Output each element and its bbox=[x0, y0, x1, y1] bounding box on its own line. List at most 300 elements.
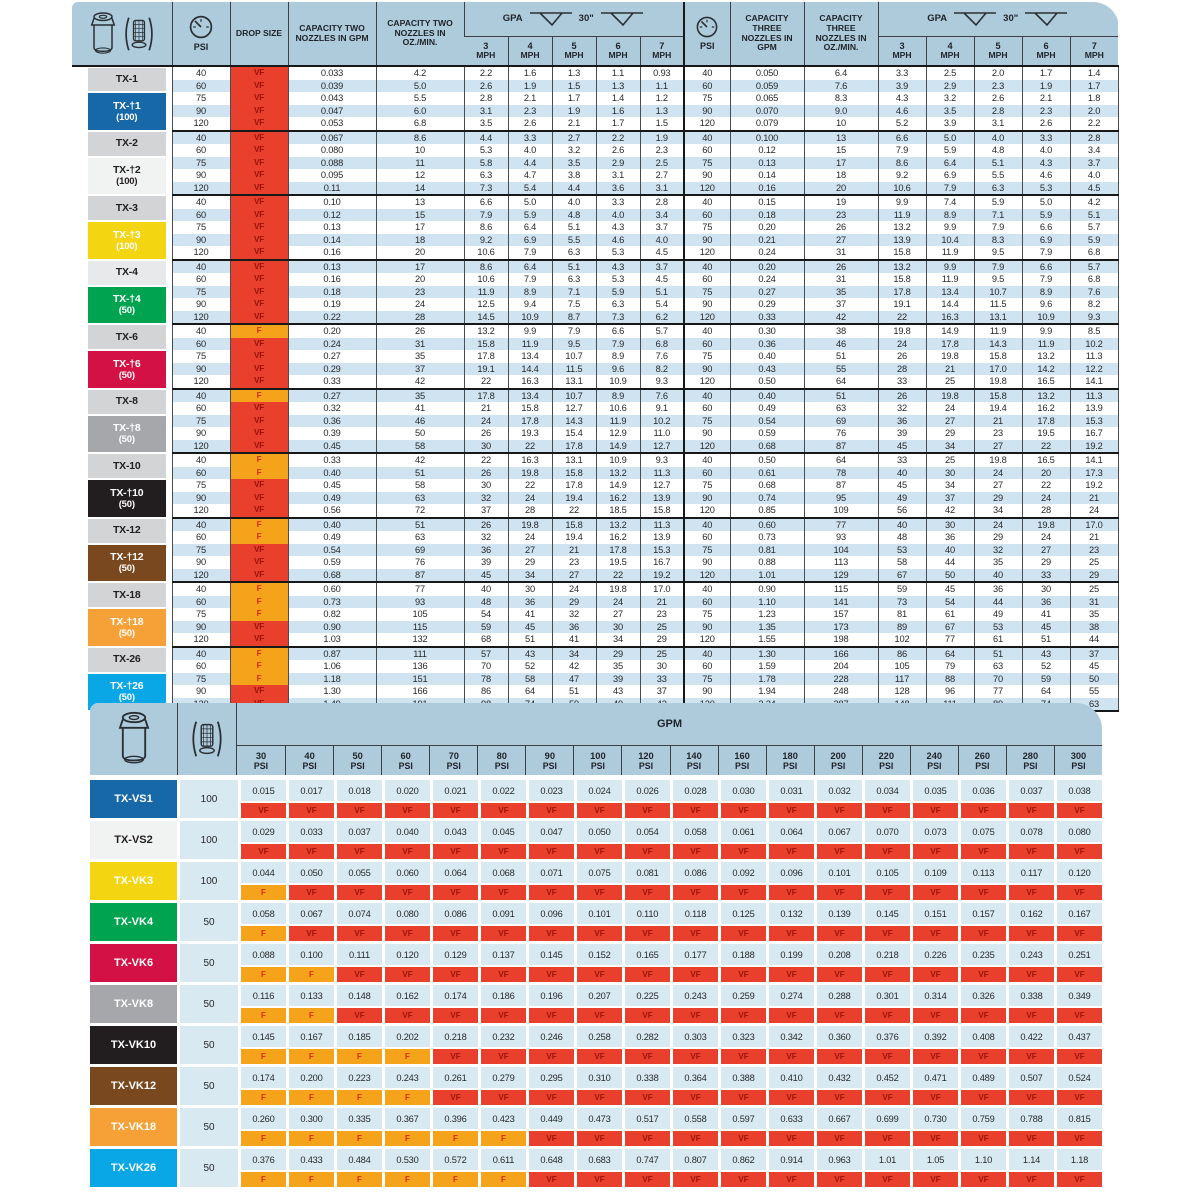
oz-two-cell: 23 bbox=[376, 286, 464, 299]
nozzle-row bbox=[90, 780, 1102, 818]
drop-size-cell: F bbox=[241, 967, 286, 982]
drop-size-cell: VF bbox=[230, 286, 288, 299]
gpa-two-cell: 19.4 bbox=[552, 492, 596, 505]
data-row bbox=[72, 492, 1118, 505]
drop-size-cell: VF bbox=[817, 844, 862, 859]
gpa-three-cell: 49 bbox=[974, 608, 1022, 621]
gpa-two-cell: 15.3 bbox=[640, 544, 684, 557]
psi-value: 80 bbox=[496, 750, 507, 761]
drop-size-cell: VF bbox=[577, 844, 622, 859]
drop-size-cell: VF bbox=[625, 844, 670, 859]
data-column bbox=[817, 903, 862, 941]
data-row bbox=[72, 518, 1118, 532]
drop-size-cell: VF bbox=[230, 363, 288, 376]
gpa-two-cell: 8.9 bbox=[508, 286, 552, 299]
gpa-three-cell: 28 bbox=[1022, 504, 1070, 518]
data-row bbox=[72, 246, 1118, 260]
spray-triangle-icon bbox=[528, 11, 574, 27]
psi-label: PSI bbox=[193, 42, 209, 53]
gpa-three-cell: 9.3 bbox=[1070, 311, 1118, 325]
gpa-two-cell: 2.8 bbox=[640, 195, 684, 209]
gpa-three-cell: 42 bbox=[926, 504, 974, 518]
gpa-two-cell: 12.7 bbox=[552, 402, 596, 415]
gpa-two-cell: 17.8 bbox=[596, 544, 640, 557]
gpa-two-cell: 9.9 bbox=[508, 324, 552, 338]
psi-column-header bbox=[172, 2, 230, 66]
gpm-value-cell: 0.096 bbox=[529, 903, 574, 924]
gpa-two-cell: 8.6 bbox=[464, 260, 508, 274]
psi-cell: 40 bbox=[684, 324, 730, 338]
gpm-value-cell: 0.029 bbox=[241, 821, 286, 842]
drop-size-cell: VF bbox=[230, 260, 288, 274]
nozzle-subname-text: TX-†6 bbox=[112, 357, 141, 370]
gpm-value-cell: 0.162 bbox=[1009, 903, 1054, 924]
gpm-three-cell: 1.55 bbox=[730, 633, 804, 647]
gpa-three-cell: 31 bbox=[1070, 596, 1118, 609]
gpa-three-cell: 34 bbox=[974, 504, 1022, 518]
drop-size-cell: F bbox=[230, 324, 288, 338]
gpm-value-cell: 0.530 bbox=[385, 1149, 430, 1170]
psi-cell: 120 bbox=[684, 440, 730, 454]
psi-cell: 60 bbox=[172, 209, 230, 222]
data-column bbox=[1057, 1067, 1102, 1105]
oz-two-cell: 26 bbox=[376, 324, 464, 338]
gpm-two-cell: 0.039 bbox=[288, 80, 376, 93]
psi-cell: 40 bbox=[684, 195, 730, 209]
data-row bbox=[72, 117, 1118, 131]
drop-size-cell: VF bbox=[817, 803, 862, 818]
drop-size-cell: VF bbox=[961, 1131, 1006, 1146]
drop-size-cell: F bbox=[289, 1172, 334, 1187]
gpa-three-cell: 27 bbox=[1022, 544, 1070, 557]
gpa-three-cell: 7.9 bbox=[1022, 246, 1070, 260]
psi-cell: 120 bbox=[684, 246, 730, 260]
data-row bbox=[72, 157, 1118, 170]
oz-three-cell: 9.0 bbox=[804, 105, 878, 118]
gpa-two-cell: 7.3 bbox=[596, 311, 640, 325]
gpm-three-cell: 0.050 bbox=[730, 66, 804, 80]
gpa-two-cell: 43 bbox=[508, 647, 552, 661]
mph-header-cell bbox=[640, 37, 684, 67]
gpa-two-cell: 4.4 bbox=[508, 157, 552, 170]
data-column bbox=[721, 903, 766, 941]
data-row bbox=[72, 80, 1118, 93]
gpa-two-cell: 4.3 bbox=[596, 260, 640, 274]
gpm-two-cell: 0.14 bbox=[288, 234, 376, 247]
top-table-body bbox=[72, 66, 1118, 711]
oz-two-cell: 5.0 bbox=[376, 80, 464, 93]
gpa-two-cell: 1.1 bbox=[596, 66, 640, 80]
drop-size-cell: VF bbox=[913, 803, 958, 818]
gpa-two-cell: 7.9 bbox=[552, 324, 596, 338]
nozzle-subname-text: TX-†8 bbox=[112, 422, 141, 435]
gpa-three-cell: 11.5 bbox=[974, 298, 1022, 311]
drop-size-cell: VF bbox=[230, 157, 288, 170]
oz-two-cell: 51 bbox=[376, 518, 464, 532]
data-column bbox=[961, 985, 1006, 1023]
gpa-two-cell: 7.6 bbox=[640, 350, 684, 363]
data-column bbox=[385, 985, 430, 1023]
gpm-two-cell: 0.36 bbox=[288, 415, 376, 428]
psi-cell: 75 bbox=[172, 221, 230, 234]
gpa-three-cell: 28 bbox=[878, 363, 926, 376]
gpa-three-cell: 34 bbox=[926, 479, 974, 492]
drop-size-cell: VF bbox=[865, 885, 910, 900]
drop-size-cell: VF bbox=[481, 1008, 526, 1023]
oz-two-cell: 6.8 bbox=[376, 117, 464, 131]
gpm-value-cell: 0.151 bbox=[913, 903, 958, 924]
gpm-three-cell: 1.30 bbox=[730, 647, 804, 661]
gpm-two-cell: 0.68 bbox=[288, 569, 376, 583]
gpa-three-cell: 9.9 bbox=[926, 221, 974, 234]
gpm-three-cell: 0.13 bbox=[730, 157, 804, 170]
gpa-two-cell: 5.3 bbox=[596, 273, 640, 286]
gpm-two-cell: 1.30 bbox=[288, 685, 376, 698]
gpa-three-cell: 3.9 bbox=[926, 117, 974, 131]
psi-cell: 60 bbox=[172, 467, 230, 480]
gpa-two-cell: 17.8 bbox=[552, 440, 596, 454]
psi-cell: 90 bbox=[684, 169, 730, 182]
gpa-three-cell: 10.4 bbox=[926, 234, 974, 247]
data-column bbox=[865, 944, 910, 982]
mph-unit: MPH bbox=[564, 50, 584, 61]
gpa-two-cell: 15.8 bbox=[552, 518, 596, 532]
gpm-two-cell: 0.59 bbox=[288, 556, 376, 569]
gpm-value-cell: 0.235 bbox=[961, 944, 1006, 965]
gpm-value-cell: 0.035 bbox=[913, 780, 958, 801]
gpa-two-cell: 5.9 bbox=[596, 286, 640, 299]
data-column bbox=[385, 1108, 430, 1146]
data-row bbox=[72, 311, 1118, 325]
oz-two-cell: 37 bbox=[376, 363, 464, 376]
data-column bbox=[385, 780, 430, 818]
data-column bbox=[481, 903, 526, 941]
gpa-two-cell: 25 bbox=[640, 621, 684, 634]
drop-size-cell: VF bbox=[1009, 1008, 1054, 1023]
gpm-value-cell: 0.067 bbox=[817, 821, 862, 842]
gpa-three-cell: 17.8 bbox=[878, 286, 926, 299]
drop-size-cell: VF bbox=[1009, 1049, 1054, 1064]
drop-size-cell: VF bbox=[230, 131, 288, 145]
psi-rating-cell: 100 bbox=[180, 862, 238, 900]
data-row bbox=[72, 633, 1118, 647]
drop-size-cell: VF bbox=[625, 885, 670, 900]
data-column bbox=[721, 1149, 766, 1187]
drop-size-cell: VF bbox=[769, 844, 814, 859]
gpm-three-cell: 0.59 bbox=[730, 427, 804, 440]
gpa-three-cell: 13.1 bbox=[974, 311, 1022, 325]
gpa-two-cell: 29 bbox=[552, 596, 596, 609]
data-column bbox=[433, 1026, 478, 1064]
oz-three-cell: 51 bbox=[804, 389, 878, 403]
psi-unit: PSI bbox=[1023, 760, 1038, 771]
gpm-value-cell: 1.01 bbox=[865, 1149, 910, 1170]
drop-size-cell: VF bbox=[817, 1131, 862, 1146]
gpa-two-cell: 7.9 bbox=[508, 273, 552, 286]
oz-two-cell: 115 bbox=[376, 621, 464, 634]
gpm-value-cell: 0.452 bbox=[865, 1067, 910, 1088]
gpm-value-cell: 0.101 bbox=[817, 862, 862, 883]
drop-size-cell: VF bbox=[913, 926, 958, 941]
gpa-two-cell: 19.8 bbox=[596, 582, 640, 596]
gpa-three-cell: 19.4 bbox=[974, 402, 1022, 415]
psi-unit: PSI bbox=[638, 760, 654, 771]
psi-cell: 40 bbox=[172, 582, 230, 596]
gpm-three-cell: 0.18 bbox=[730, 209, 804, 222]
data-column bbox=[769, 1026, 814, 1064]
data-column bbox=[289, 821, 334, 859]
gpa-three-cell: 39 bbox=[878, 427, 926, 440]
gpa-three-cell: 9.9 bbox=[1022, 324, 1070, 338]
nozzle-quantity: (50) bbox=[118, 498, 135, 510]
gpm-three-cell: 0.14 bbox=[730, 169, 804, 182]
gpm-psi-panel bbox=[90, 703, 1102, 1187]
gpa-three-cell: 128 bbox=[878, 685, 926, 698]
gpa-three-cell: 36 bbox=[878, 415, 926, 428]
psi-value: 280 bbox=[1022, 750, 1039, 761]
data-column bbox=[817, 985, 862, 1023]
gpa-two-cell: 34 bbox=[552, 647, 596, 661]
gpa-two-cell: 22 bbox=[508, 479, 552, 492]
mph-unit: MPH bbox=[520, 50, 540, 61]
psi-rating-cell: 100 bbox=[180, 821, 238, 859]
drop-size-cell: VF bbox=[481, 1090, 526, 1105]
psi-column-header bbox=[862, 746, 910, 775]
data-row bbox=[72, 440, 1118, 454]
nozzle-subname-text: TX-†3 bbox=[112, 228, 141, 241]
gpm-value-cell: 0.484 bbox=[337, 1149, 382, 1170]
oz-three-cell: 8.3 bbox=[804, 92, 878, 105]
drop-size-cell: VF bbox=[433, 1090, 478, 1105]
data-column bbox=[721, 1067, 766, 1105]
oz-two-cell: 5.5 bbox=[376, 92, 464, 105]
oz-two-cell: 151 bbox=[376, 673, 464, 686]
data-column bbox=[433, 1067, 478, 1105]
data-row bbox=[72, 131, 1118, 145]
gpa-two-cell: 6.4 bbox=[508, 260, 552, 274]
gpa-three-cell: 2.1 bbox=[1022, 92, 1070, 105]
data-row bbox=[72, 298, 1118, 311]
gpa-two-cell: 4.8 bbox=[552, 209, 596, 222]
gpa-two-cell: 22 bbox=[552, 504, 596, 518]
gpa-two-cell: 32 bbox=[552, 608, 596, 621]
mph-header-cell bbox=[1070, 37, 1118, 67]
data-column bbox=[1057, 944, 1102, 982]
gpm-value-cell: 0.261 bbox=[433, 1067, 478, 1088]
data-column bbox=[433, 1108, 478, 1146]
gpa-three-cell: 9.9 bbox=[878, 195, 926, 209]
gpm-value-cell: 0.047 bbox=[529, 821, 574, 842]
data-column bbox=[961, 862, 1006, 900]
data-column bbox=[625, 985, 670, 1023]
psi-unit: PSI bbox=[734, 760, 750, 771]
psi-unit: PSI bbox=[542, 760, 557, 771]
gpm-value-cell: 0.040 bbox=[385, 821, 430, 842]
drop-size-cell: F bbox=[337, 1090, 382, 1105]
gpm-value-cell: 0.396 bbox=[433, 1108, 478, 1129]
psi-column-header bbox=[958, 746, 1006, 775]
strainer-icon bbox=[122, 14, 156, 54]
gpm-value-cell: 0.223 bbox=[337, 1067, 382, 1088]
data-column bbox=[673, 1067, 718, 1105]
data-column bbox=[289, 1149, 334, 1187]
gpa-three-cell: 45 bbox=[1070, 660, 1118, 673]
drop-size-cell: VF bbox=[865, 967, 910, 982]
data-column bbox=[241, 1149, 286, 1187]
drop-size-cell: VF bbox=[913, 844, 958, 859]
gpm-value-cell: 0.105 bbox=[865, 862, 910, 883]
oz-two-cell: 41 bbox=[376, 402, 464, 415]
gpm-value-cell: 0.129 bbox=[433, 944, 478, 965]
gpa-two-cell: 14.5 bbox=[464, 311, 508, 325]
gpa-two-cell: 58 bbox=[508, 673, 552, 686]
gpm-two-cell: 0.19 bbox=[288, 298, 376, 311]
gpa-two-cell: 13.1 bbox=[552, 375, 596, 389]
data-row bbox=[72, 582, 1118, 596]
psi-cell: 40 bbox=[172, 195, 230, 209]
psi-value: 260 bbox=[974, 750, 991, 761]
mph-value: 6 bbox=[1043, 41, 1049, 52]
gpm-value-cell: 0.100 bbox=[289, 944, 334, 965]
gpm-value-cell: 0.033 bbox=[289, 821, 334, 842]
gpa-two-cell: 2.6 bbox=[508, 117, 552, 131]
nozzle-icons-header bbox=[72, 2, 172, 66]
psi-cell: 60 bbox=[172, 402, 230, 415]
gpm-value-cell: 0.338 bbox=[1009, 985, 1054, 1006]
psi-unit: PSI bbox=[927, 760, 942, 771]
gpm-two-cell: 0.56 bbox=[288, 504, 376, 518]
psi-cell: 90 bbox=[172, 556, 230, 569]
drop-size-cell: VF bbox=[721, 967, 766, 982]
gpa-three-cell: 19.8 bbox=[974, 375, 1022, 389]
data-column bbox=[865, 1149, 910, 1187]
gpa-band-three bbox=[878, 2, 1118, 37]
drop-size-cell: VF bbox=[961, 885, 1006, 900]
gpm-value-cell: 0.110 bbox=[625, 903, 670, 924]
data-row bbox=[72, 402, 1118, 415]
drop-size-cell: VF bbox=[230, 633, 288, 647]
gpm-three-cell: 0.68 bbox=[730, 479, 804, 492]
psi-cell: 60 bbox=[172, 338, 230, 351]
gpa-two-cell: 2.5 bbox=[640, 157, 684, 170]
gpm-value-cell: 0.165 bbox=[625, 944, 670, 965]
psi-value: 40 bbox=[304, 750, 315, 761]
gpm-two-cell: 0.080 bbox=[288, 144, 376, 157]
gpa-two-cell: 4.6 bbox=[596, 234, 640, 247]
data-row bbox=[72, 92, 1118, 105]
gpa-two-cell: 21 bbox=[552, 544, 596, 557]
psi-rating-cell: 50 bbox=[180, 944, 238, 982]
drop-size-cell: VF bbox=[577, 1049, 622, 1064]
oz-three-cell: 204 bbox=[804, 660, 878, 673]
psi-cell: 75 bbox=[172, 479, 230, 492]
gpa-two-cell: 2.8 bbox=[464, 92, 508, 105]
oz-three-cell: 55 bbox=[804, 363, 878, 376]
psi-cell: 120 bbox=[684, 569, 730, 583]
gpa-two-cell: 7.3 bbox=[464, 182, 508, 196]
gpm-value-cell: 0.288 bbox=[817, 985, 862, 1006]
gpa-three-cell: 4.5 bbox=[1070, 182, 1118, 196]
gpa-two-cell: 2.3 bbox=[640, 144, 684, 157]
gpa-three-cell: 2.8 bbox=[974, 105, 1022, 118]
gpm-value-cell: 0.423 bbox=[481, 1108, 526, 1129]
nozzle-name: TX-26 bbox=[88, 648, 166, 672]
gpa-three-cell: 27 bbox=[974, 479, 1022, 492]
nozzle-subname bbox=[88, 93, 166, 130]
drop-size-cell: VF bbox=[961, 926, 1006, 941]
psi-column-header bbox=[910, 746, 958, 775]
pressure-gauge-icon bbox=[188, 14, 214, 40]
gpa-three-cell: 15.8 bbox=[878, 273, 926, 286]
gpa-three-cell: 7.1 bbox=[974, 209, 1022, 222]
gpm-value-cell: 0.034 bbox=[865, 780, 910, 801]
gpa-two-cell: 37 bbox=[464, 504, 508, 518]
gpm-two-cell: 0.82 bbox=[288, 608, 376, 621]
drop-size-cell: VF bbox=[529, 1090, 574, 1105]
gpa-two-cell: 6.3 bbox=[464, 169, 508, 182]
gpa-two-cell: 28 bbox=[508, 504, 552, 518]
gpm-value-cell: 0.167 bbox=[289, 1026, 334, 1047]
gpa-two-cell: 27 bbox=[508, 544, 552, 557]
psi-cell: 90 bbox=[172, 621, 230, 634]
gpa-three-cell: 50 bbox=[1070, 673, 1118, 686]
psi-cell: 75 bbox=[684, 221, 730, 234]
gpm-value-cell: 0.232 bbox=[481, 1026, 526, 1047]
drop-size-cell: F bbox=[241, 1008, 286, 1023]
gpa-two-cell: 22 bbox=[508, 440, 552, 454]
drop-size-cell: F bbox=[230, 467, 288, 480]
nozzle-subname bbox=[88, 545, 166, 582]
gpa-three-cell: 7.9 bbox=[926, 182, 974, 196]
drop-size-cell: VF bbox=[625, 1008, 670, 1023]
data-column bbox=[385, 903, 430, 941]
drop-size-cell: VF bbox=[230, 350, 288, 363]
drop-size-cell: VF bbox=[1057, 844, 1102, 859]
gpa-two-cell: 51 bbox=[552, 685, 596, 698]
drop-size-cell: F bbox=[385, 1049, 430, 1064]
drop-size-cell: VF bbox=[625, 1131, 670, 1146]
gpm-value-cell: 0.259 bbox=[721, 985, 766, 1006]
psi-cell: 90 bbox=[684, 427, 730, 440]
gpa-two-cell: 32 bbox=[464, 531, 508, 544]
data-column bbox=[721, 944, 766, 982]
data-row bbox=[72, 221, 1118, 234]
data-column bbox=[385, 821, 430, 859]
gpa-two-cell: 10.7 bbox=[552, 350, 596, 363]
gpa-two-cell: 14.9 bbox=[596, 440, 640, 454]
psi-cell: 40 bbox=[684, 582, 730, 596]
psi-rating-cell: 50 bbox=[180, 1026, 238, 1064]
data-column bbox=[817, 944, 862, 982]
gpm-three-cell: 0.36 bbox=[730, 338, 804, 351]
gpa-two-cell: 11.9 bbox=[596, 415, 640, 428]
oz-three-cell: 129 bbox=[804, 569, 878, 583]
psi-cell: 60 bbox=[172, 531, 230, 544]
drop-size-cell: VF bbox=[673, 926, 718, 941]
gpa-two-cell: 6.4 bbox=[508, 221, 552, 234]
gpa-three-cell: 10.6 bbox=[878, 182, 926, 196]
nozzle-label: TX-VK4 bbox=[90, 903, 177, 941]
gpm-value-cell: 0.364 bbox=[673, 1067, 718, 1088]
gpa-two-cell: 9.4 bbox=[508, 298, 552, 311]
drop-size-cell: VF bbox=[230, 556, 288, 569]
drop-size-cell: F bbox=[230, 582, 288, 596]
gpm-value-cell: 0.043 bbox=[433, 821, 478, 842]
drop-size-cell: VF bbox=[481, 844, 526, 859]
data-row bbox=[72, 350, 1118, 363]
nozzle-quantity: (50) bbox=[118, 692, 135, 704]
gpa-two-cell: 7.1 bbox=[552, 286, 596, 299]
